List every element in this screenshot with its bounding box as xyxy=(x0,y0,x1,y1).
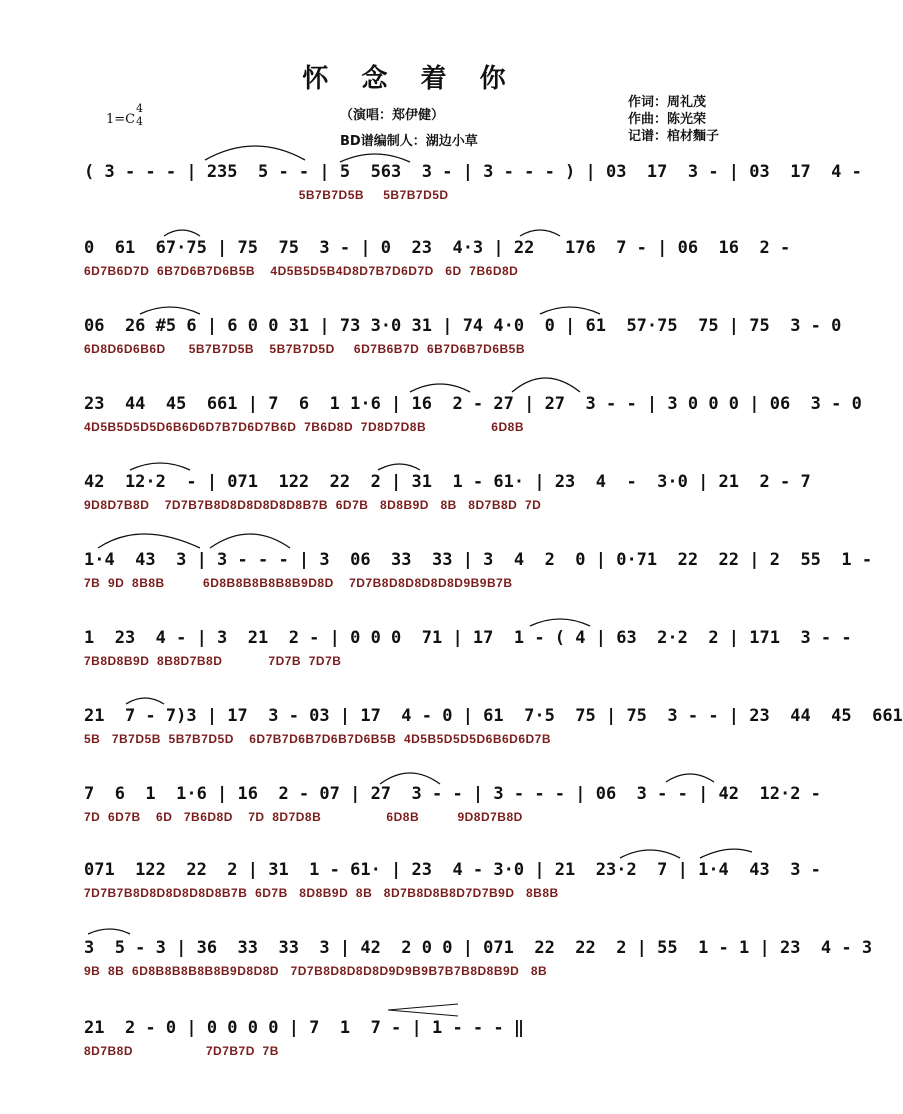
notes-line: 1 23 4 - | 3 21 2 - | 0 0 0 71 | 17 1 - ( 4 | 63 2·2 2 | 171 3 - - xyxy=(84,628,852,648)
key-signature: 1=C xyxy=(106,112,136,127)
slur xyxy=(378,464,420,470)
chord-line: 7B8D8B9D 8B8D7B8D 7D7B 7D7B xyxy=(84,654,342,668)
slur xyxy=(520,230,560,236)
chord-line: 7D7B7B8D8D8D8D8D8B7B 6D7B 8D8B9D 8B 8D7B8D8B8D7D7B9D 8B8B xyxy=(84,886,559,900)
notes-line: 1·4 43 3 | 3 - - - | 3 06 33 33 | 3 4 2 0 | 0·71 22 22 | 2 55 1 - xyxy=(84,550,873,570)
notes-line: 23 44 45 661 | 7 6 1 1·6 | 16 2 - 27 | 27 3 - - | 3 0 0 0 | 06 3 - 0 xyxy=(84,394,862,414)
chord-line: 6D8D6D6B6D 5B7B7D5B 5B7B7D5D 6D7B6B7D 6B7D6B7D6B5B xyxy=(84,342,525,356)
notes-line: 42 12·2 - | 071 122 22 2 | 31 1 - 61· | 23 4 - 3·0 | 21 2 - 7 xyxy=(84,472,811,492)
chord-line: 7B 9D 8B8B 6D8B8B8B8B8B9D8D 7D7B8D8D8D8D8D9B9B7B xyxy=(84,576,513,590)
meter-bottom: 4 xyxy=(136,115,143,128)
notes-line: 071 122 22 2 | 31 1 - 61· | 23 4 - 3·0 | 21 23·2 7 | 1·4 43 3 - xyxy=(84,860,821,880)
notes-line: 06 26 #5 6 | 6 0 0 31 | 73 3·0 31 | 74 4·0 0 | 61 57·75 75 | 75 3 - 0 xyxy=(84,316,842,336)
chord-line: 6D7B6D7D 6B7D6B7D6B5B 4D5B5D5B4D8D7B7D6D7D 6D 7B6D8D xyxy=(84,264,519,278)
composer-credit: 作曲：陈光荣 xyxy=(628,112,707,127)
slur xyxy=(380,773,440,784)
slur xyxy=(164,230,200,236)
slur xyxy=(88,929,130,934)
slur xyxy=(530,619,590,626)
slur xyxy=(140,307,200,314)
chord-line: 5B7B7D5B 5B7B7D5D xyxy=(84,188,449,202)
slur xyxy=(130,463,190,470)
notes-line: 21 2 - 0 | 0 0 0 0 | 7 1 7 - | 1 - - - ‖ xyxy=(84,1018,525,1038)
chord-line: 4D5B5D5D5D6B6D6D7B7D6D7B6D 7B6D8D 7D8D7D8B 6D8B xyxy=(84,420,524,434)
slur xyxy=(700,849,752,858)
slur xyxy=(410,384,470,392)
notes-line: ( 3 - - - | 235 5 - - | 5 563 3 - | 3 - - - ) | 03 17 3 - | 03 17 4 - xyxy=(84,162,873,182)
chord-line: 7D 6D7B 6D 7B6D8D 7D 8D7D8B 6D8B 9D8D7B8D xyxy=(84,810,523,824)
notes-line: 7 6 1 1·6 | 16 2 - 07 | 27 3 - - | 3 - - - | 06 3 - - | 42 12·2 - xyxy=(84,784,821,804)
slur xyxy=(540,307,600,314)
compiler-credit: BD谱编制人：湖边小草 xyxy=(340,134,478,149)
notes-line: 3 5 - 3 | 36 33 33 3 | 42 2 0 0 | 071 22 22 2 | 55 1 - 1 | 23 4 - 3 xyxy=(84,938,873,958)
lyricist-credit: 作词：周礼茂 xyxy=(628,95,707,110)
notes-line: 21 7 - 7)3 | 17 3 - 03 | 17 4 - 0 | 61 7·5 75 | 75 3 - - | 23 44 45 661 xyxy=(84,706,903,726)
transcriber-credit: 记谱：棺材麵子 xyxy=(628,129,720,144)
chord-line: 9B 8B 6D8B8B8B8B8B9D8D8D 7D7B8D8D8D8D9D9B9B7B7B8D8B9D 8B xyxy=(84,964,548,978)
slur xyxy=(340,154,410,162)
slur xyxy=(205,146,305,160)
chord-line: 8D7B8D 7D7B7D 7B xyxy=(84,1044,279,1058)
chord-line: 5B 7B7D5B 5B7B7D5D 6D7B7D6B7D6B7D6B5B 4D5B5D5D5D6B6D6D7B xyxy=(84,732,552,746)
notes-line: 0 61 67·75 | 75 75 3 - | 0 23 4·3 | 22 176 7 - | 06 16 2 - xyxy=(84,238,801,258)
crescendo-wedge xyxy=(388,1004,458,1016)
song-title: 怀 念 着 你 xyxy=(302,64,518,94)
slur xyxy=(512,378,580,392)
slur xyxy=(620,850,680,858)
chord-line: 9D8D7B8D 7D7B7B8D8D8D8D8D8B7B 6D7B 8D8B9D 8B 8D7B8D 7D xyxy=(84,498,542,512)
singer-credit: （演唱：郑伊健） xyxy=(340,108,445,123)
meter-top: 4 xyxy=(136,102,143,115)
slur xyxy=(126,698,164,704)
slur xyxy=(98,534,200,548)
slur xyxy=(210,534,290,548)
slur xyxy=(666,774,714,782)
